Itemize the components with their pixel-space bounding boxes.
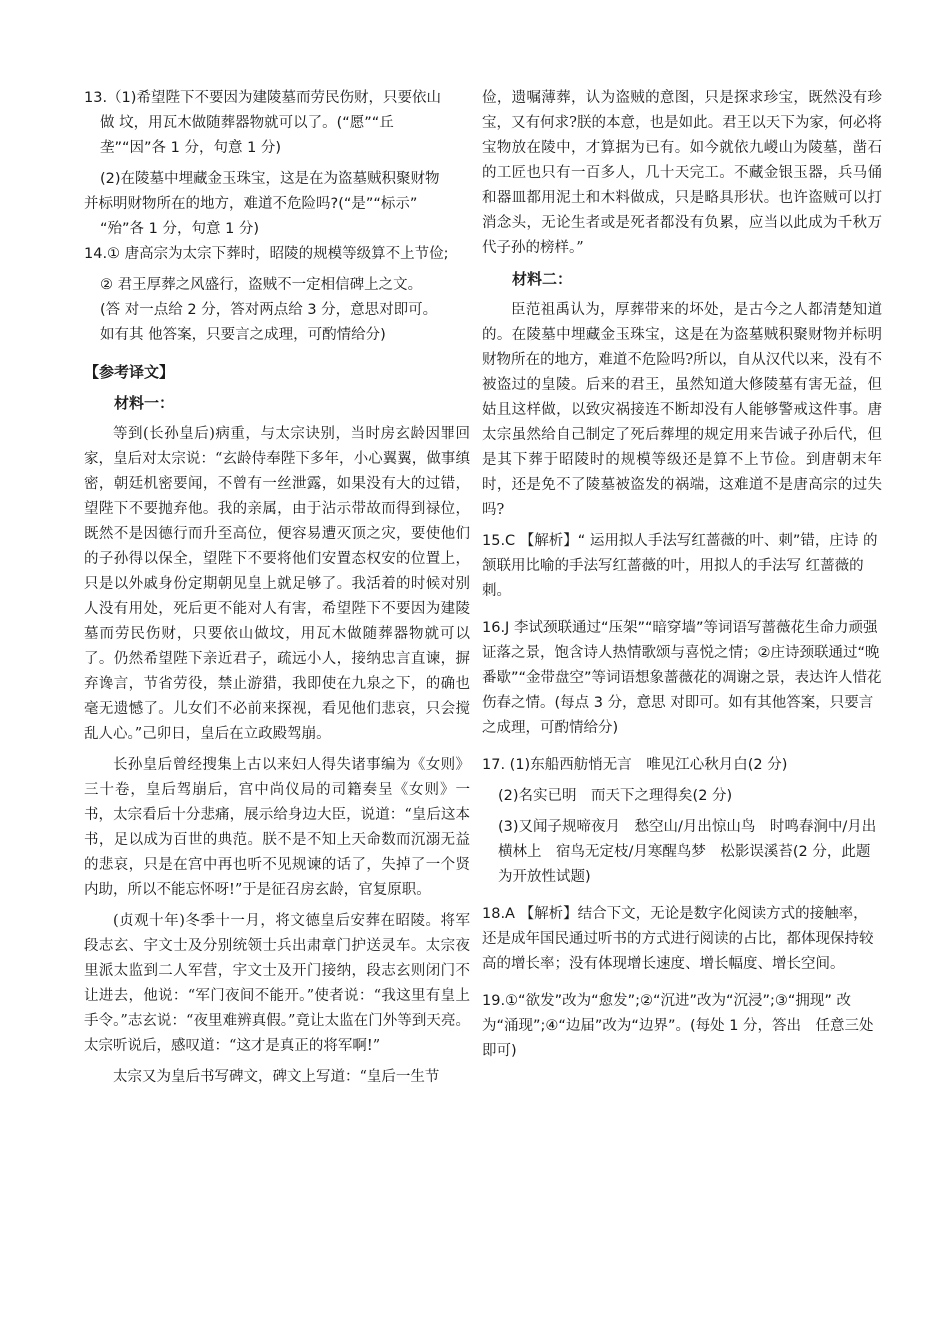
q18-answer: 18.A 【解析】结合下文，无论是数字化阅读方式的接触率，还是成年国民通过听书的方式进行阅读的占比，都体现保持较高的增长率；没有体现增长速度、增长幅度、增长空间。 xyxy=(482,906,874,972)
q13-answer-1-line1: 13.（1)希望陛下不要因为建陵墓而劳民伤财，只要依山 xyxy=(84,90,441,106)
q14-answer-line4: 如有其 他答案，只要言之成理，可酌情给分) xyxy=(100,327,386,343)
q13-answer-2-line2: 并标明财物所在的地方，难道不危险吗?(“是”“标示” xyxy=(84,196,418,212)
q19-answer: 19.①“欲发”改为“愈发”;②“沉进”改为“沉浸”;③“拥现” 改为“涌现”;④“边届”改为“边界”。(每处 1 分，答出 任意三处即可) xyxy=(482,993,874,1059)
material-one-heading: 材料一： xyxy=(114,394,175,412)
q17-answer-3: (3)又闻子规啼夜月 愁空山/月出惊山鸟 时鸣春涧中/月出横林上 宿鸟无定枝/月寒醒鸟梦 松影误溪苔(2 分，此题为开放性试题) xyxy=(498,819,877,885)
material-one-paragraph-4: 太宗又为皇后书写碑文，碑文上写道：“皇后一生节 xyxy=(113,1069,440,1085)
material-one-paragraph-3: (贞观十年)冬季十一月，将文德皇后安葬在昭陵。将军段志玄、宇文士及分别统领士兵出肃章门护送灵车。太宗夜里派太监到二人军营，宇文士及开门接纳，段志玄则闭门不让进去，他说：“军门夜间不能开。”使者说：“我这里有皇上手令。”志玄说：“夜里难辨真假。”竟让太监在门外等到天亮。太宗听说后，感叹道：“这才是真正的将军啊!” xyxy=(84,913,470,1054)
q16-answer: 16.J 李试颈联通过“压架”“暗穿墙”等词语写蔷薇花生命力顽强证落之景，饱含诗人热情歌颂与喜悦之情；②庄诗颈联通过“晚番歇”“金带盘空”等词语想象蔷薇花的凋谢之景，表达许人惜花伤春之情。(每点 3 分，意思 对即可。如有其他答案，只要言之成理，可酌情给分) xyxy=(482,620,882,736)
right-column xyxy=(482,86,882,1064)
q15-answer: 15.C 【解析】“ 运用拟人手法写红蔷薇的叶、刺”错，庄诗 的颔联用比喻的手法写红蔷薇的叶，用拟人的手法写 红蔷薇的刺。 xyxy=(482,533,878,599)
material-two-heading: 材料二： xyxy=(512,270,573,288)
q13-answer-2-line1: (2)在陵墓中埋藏金玉珠宝，这是在为盗墓贼积聚财物 xyxy=(100,171,440,187)
q14-answer-line1: 14.① 唐高宗为太宗下葬时，昭陵的规模等级算不上节俭; xyxy=(84,246,449,262)
q14-answer-line2: ② 君王厚葬之风盛行，盗贼不一定相信碑上之文。 xyxy=(100,277,423,293)
q17-answer-1: 17. (1)东船西舫悄无言 唯见江心秋月白(2 分) xyxy=(482,757,788,773)
q17-answer-2: (2)名实已明 而天下之理得矣(2 分) xyxy=(498,788,733,804)
material-one-paragraph-2: 长孙皇后曾经搜集上古以来妇人得失诸事编为《女则》三十卷，皇后驾崩后，宫中尚仪局的司籍奏呈《女则》一书，太宗看后十分悲痛，展示给身边大臣，说道：“皇后这本书，足以成为百世的典范。朕不是不知上天命数而沉溺无益的悲哀，只是在宫中再也听不见规谏的话了，失掉了一个贤内助，所以不能忘怀呀!”于是征召房玄龄，官复原职。 xyxy=(84,757,470,898)
q14-answer-line3: (答 对一点给 2 分，答对两点给 3 分，意思对即可。 xyxy=(100,302,438,318)
material-one-continuation: 俭，遗嘱薄葬，认为盗贼的意图，只是探求珍宝，既然没有珍宝，又有何求?朕的本意，也是如此。君王以天下为家，何必将宝物放在陵中，才算据为已有。如今就依九嵕山为陵墓，凿石的工匠也只有一百多人，几十天完工。不藏金银玉器，兵马俑和器皿都用泥土和木料做成，只是略具形状。也许盗贼可以打消念头，无论生者或是死者都没有负累，应当以此成为千秋万代子孙的榜样。” xyxy=(482,90,882,256)
material-two-paragraph: 臣范祖禹认为，厚葬带来的坏处，是古今之人都清楚知道的。在陵墓中埋藏金玉珠宝，这是在为盗墓贼积聚财物并标明财物所在的地方，难道不危险吗?所以，自从汉代以来，没有不被盗过的皇陵。后来的君王，虽然知道大修陵墓有害无益，但姑且这样做，以致灾祸接连不断却没有人能够警戒这件事。唐太宗虽然给自己制定了死后葬埋的规定用来告诫子孙后代，但是其下葬于昭陵时的规模等级还是算不上节俭。到唐朝末年时，还是免不了陵墓被盗发的祸端，这难道不是唐高宗的过失吗? xyxy=(482,302,882,518)
left-column xyxy=(84,86,470,1090)
q13-answer-1-line2: 做 坟，用瓦木做随葬器物就可以了。(“愿”“丘 xyxy=(100,115,394,131)
reference-translation-heading: 【参考译文】 xyxy=(84,363,175,381)
material-one-paragraph-1: 等到(长孙皇后)病重，与太宗诀别，当时房玄龄因罪回家，皇后对太宗说：“玄龄侍奉陛下多年，小心翼翼，做事缜密，朝廷机密要闻，不曾有一丝泄露，如果没有大的过错，望陛下不要抛弃他。我的亲属，由于沾示带故而得到禄位，既然不是因德行而升至高位，便容易遭灭顶之灾，要使他们的子孙得以保全，望陛下不要将他们安置态权安的位置上，只是以外戚身份定期朝见皇上就足够了。我活着的时候对别人没有用处，死后更不能对人有害，希望陛下不要因为建陵墓而劳民伤财，只要依山做坟，用瓦木做随葬器物就可以了。仍然希望陛下亲近君子，疏远小人，接纳忠言直谏，摒弃谗言，节省劳役，禁止游猎，我即使在九泉之下，的确也毫无遗憾了。儿女们不必前来探视，看见他们悲哀，只会搅乱人心。”己卯日，皇后在立政殿驾崩。 xyxy=(84,426,470,742)
q13-answer-2-line3: “殆”各 1 分，句意 1 分) xyxy=(100,221,260,237)
q13-answer-1-line3: 垄”“因”各 1 分，句意 1 分) xyxy=(100,140,282,156)
